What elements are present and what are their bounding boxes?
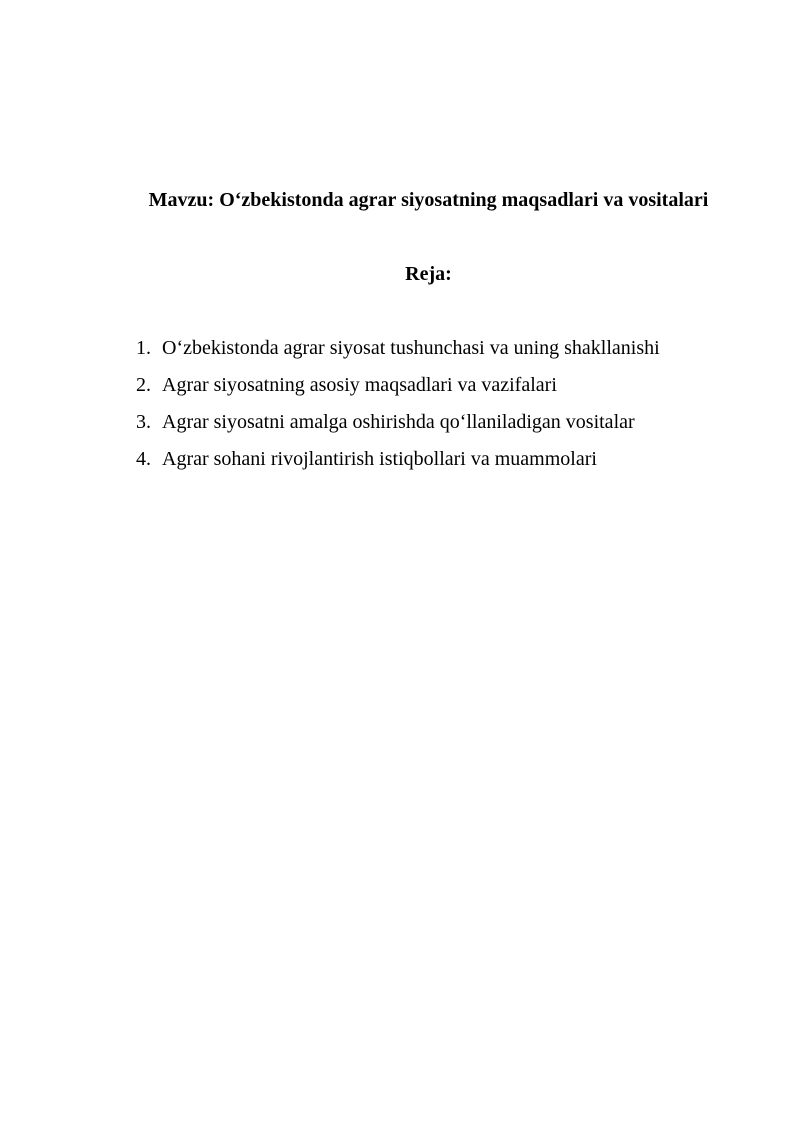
plan-item-text: O‘zbekistonda agrar siyosat tushunchasi va uning shakllanishi xyxy=(162,337,660,359)
plan-item-number: 4. xyxy=(136,448,151,470)
plan-item-text: Agrar siyosatni amalga oshirishda qo‘llaniladigan vositalar xyxy=(162,411,635,433)
plan-item-number: 3. xyxy=(136,411,151,433)
plan-item-number: 2. xyxy=(136,374,151,396)
plan-item xyxy=(136,408,660,436)
document-title: Mavzu: O‘zbekistonda agrar siyosatning maqsadlari va vositalari xyxy=(148,189,709,211)
plan-item-text: Agrar sohani rivojlantirish istiqbollari va muammolari xyxy=(162,448,597,470)
plan-item-number: 1. xyxy=(136,337,151,359)
plan-item xyxy=(136,371,660,399)
plan-item xyxy=(136,445,660,473)
plan-item-text: Agrar siyosatning asosiy maqsadlari va vazifalari xyxy=(162,374,557,396)
plan-list xyxy=(136,334,660,482)
plan-item xyxy=(136,334,660,362)
plan-heading: Reja: xyxy=(405,263,452,285)
